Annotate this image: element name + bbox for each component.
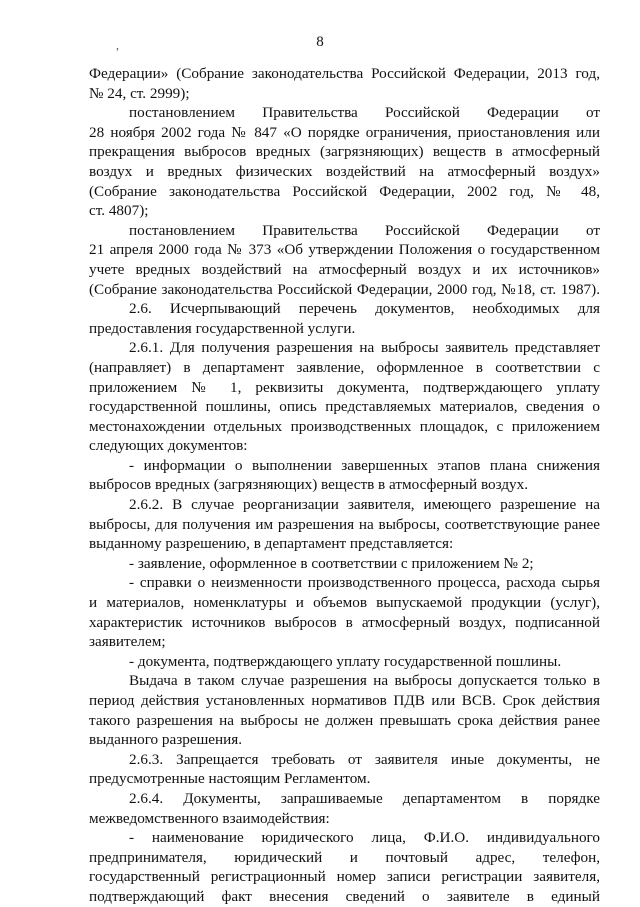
text-line: № 24, ст. 2999); [89, 84, 190, 102]
text-line: выданного разрешения. [89, 731, 243, 749]
text-line: и материалов, номенклатуры и объемов выпускаемой продукции (услуг), [89, 594, 600, 612]
stray-mark: , [116, 38, 119, 52]
text-line: Выдача в таком случае разрешения на выбросы допускается только в [129, 672, 600, 690]
text-line: (направляет) в департамент заявление, оформленное в соответствии с [89, 358, 600, 376]
text-line: такого разрешения на выбросы не должен превышать срока действия ранее [89, 711, 600, 729]
text-line: выбросы, для получения им разрешения на выбросы, соответствующие ранее [89, 515, 600, 533]
text-line: 2.6. Исчерпывающий перечень документов, необходимых для [129, 300, 600, 318]
text-line: заявителем; [89, 633, 166, 651]
text-line: подтверждающий факт внесения сведений о заявителе в единый [89, 887, 600, 905]
text-line: государственной пошлины, опись представляемых материалов, сведения о [89, 398, 600, 416]
text-line: предпринимателя, юридический и почтовый адрес, телефон, [89, 848, 600, 866]
text-line: приложением № 1, реквизиты документа, подтверждающего уплату [89, 378, 600, 396]
text-line: прекращения выбросов вредных (загрязняющих) веществ в атмосферный [89, 143, 600, 161]
text-line: местонахождении отдельных производственных площадок, с приложением [89, 417, 600, 435]
text-line: период действия установленных нормативов ПДВ или ВСВ. Срок действия [89, 692, 600, 709]
text-line: - заявление, оформленное в соответствии с приложением № 2; [129, 554, 534, 572]
text-line: - наименование юридического лица, Ф.И.О. индивидуального [129, 829, 600, 847]
text-line: выбросов вредных (загрязняющих) веществ в атмосферный воздух. [89, 476, 529, 494]
text-line: выданному разрешению, в департамент представляется: [89, 535, 454, 553]
text-line: (Собрание законодательства Российской Федерации, 2000 год, №18, ст. 1987). [89, 280, 600, 298]
text-line: предусмотренные настоящим Регламентом. [89, 770, 371, 788]
text-line: следующих документов: [89, 437, 248, 455]
text-line: предоставления государственной услуги. [89, 319, 356, 337]
text-line: 2.6.3. Запрещается требовать от заявителя иные документы, не [129, 750, 600, 768]
text-line: (Собрание законодательства Российской Федерации, 2002 год, № 48, [89, 182, 600, 200]
text-line: учете вредных воздействий на атмосферный воздух и их источников» [89, 260, 600, 278]
text-line: 2.6.2. В случае реорганизации заявителя, имеющего разрешение на [129, 496, 600, 514]
text-line: постановлением Правительства Российской Федерации от [129, 104, 600, 122]
text-line: воздух и вредных физических воздействий на атмосферный воздух» [89, 162, 600, 180]
document-body [89, 64, 600, 907]
text-line: характеристик источников выбросов в атмосферный воздух, подписанной [89, 613, 600, 631]
text-line: государственный регистрационный номер записи регистрации заявителя, [89, 868, 600, 886]
text-line: межведомственного взаимодействия: [89, 809, 330, 827]
page-number: 8 [316, 34, 324, 50]
text-line: 2.6.1. Для получения разрешения на выбросы заявитель представляет [129, 339, 600, 357]
text-line: - справки о неизменности производственного процесса, расхода сырья [129, 574, 600, 592]
text-line: постановлением Правительства Российской Федерации от [129, 221, 600, 239]
text-line: - информации о выполнении завершенных этапов плана снижения [129, 456, 600, 474]
text-line: 28 ноября 2002 года № 847 «О порядке ограничения, приостановления или [89, 123, 600, 141]
text-line: 2.6.4. Документы, запрашиваемые департаментом в порядке [129, 789, 600, 807]
text-line: - документа, подтверждающего уплату государственной пошлины. [129, 652, 562, 670]
text-line: Федерации» (Собрание законодательства Российской Федерации, 2013 год, [89, 65, 600, 82]
text-line: ст. 4807); [89, 202, 149, 220]
text-line: 21 апреля 2000 года № 373 «Об утверждении Положения о государственном [89, 241, 600, 259]
